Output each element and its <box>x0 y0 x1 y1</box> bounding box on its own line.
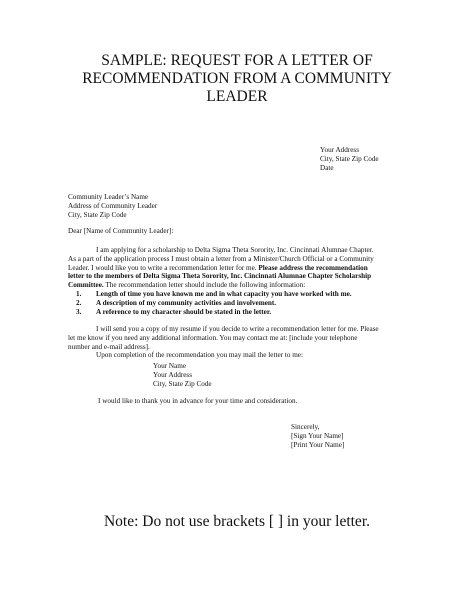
paragraph1-line5-plain: The recommendation letter should include the following information: <box>103 281 306 290</box>
list-item-number: 1. <box>76 289 82 298</box>
sender-date: Date <box>320 163 334 172</box>
mail-to-block <box>153 362 212 388</box>
paragraph1-line5-bold: Committee. <box>68 281 104 290</box>
bracket-note: Note: Do not use brackets [ ] in your letter. <box>103 513 370 530</box>
recipient-name: Community Leader’s Name <box>68 193 149 201</box>
mail-to-city: City, State Zip Code <box>153 379 212 388</box>
closing-block <box>291 423 344 449</box>
sender-address: Your Address <box>320 146 360 154</box>
paragraph1-line1: I am applying for a scholarship to Delta Sigma Theta Sorority, Inc. Cincinnati Alumnae Chapter. <box>96 246 374 254</box>
closing-print: [Print Your Name] <box>291 440 345 449</box>
info-list <box>68 290 408 316</box>
list-item-text: Length of time you have known me and in what capacity you have worked with me. <box>96 289 352 298</box>
paragraph1-line4 <box>68 272 408 281</box>
sender-city: City, State Zip Code <box>320 154 379 163</box>
list-item <box>68 308 408 317</box>
paragraph-request <box>68 246 408 316</box>
list-item-number: 3. <box>76 307 82 316</box>
paragraph2-line1: I will send you a copy of my resume if you decide to write a recommendation letter for me. Please <box>96 325 379 333</box>
paragraph2-line3: number and e-mail address]. <box>68 342 150 351</box>
paragraph-resume <box>68 325 408 360</box>
paragraph1-line3 <box>68 264 408 273</box>
list-item-text: A description of my community activities and involvement. <box>96 298 277 307</box>
mail-to-address: Your Address <box>153 370 193 379</box>
list-item <box>68 299 408 308</box>
letter-title <box>40 52 434 106</box>
paragraph2-line2: let me know if you need any additional information. You may contact me at: [include your telephone <box>68 333 358 342</box>
title-line-1: SAMPLE: REQUEST FOR A LETTER OF <box>101 52 373 69</box>
recipient-city: City, State Zip Code <box>68 210 127 219</box>
list-item <box>68 290 408 299</box>
recipient-block <box>68 193 157 219</box>
list-item-text: A reference to my character should be stated in the letter. <box>96 307 272 316</box>
thanks-line: I would like to thank you in advance for your time and consideration. <box>98 397 298 405</box>
sender-block <box>320 146 379 172</box>
paragraph1-line3-bold: Please address the recommendation <box>258 263 368 272</box>
salutation: Dear [Name of Community Leader]: <box>68 227 174 235</box>
mail-to-name: Your Name <box>153 362 187 370</box>
closing-sincerely: Sincerely, <box>291 423 320 431</box>
paragraph1-line5 <box>68 281 408 290</box>
paragraph1-line4-bold: letter to the members of Delta Sigma Theta Sorority, Inc. Cincinnati Alumnae Chapter Scholarship <box>68 272 372 281</box>
title-line-3: LEADER <box>206 88 268 105</box>
paragraph2-line4: Upon completion of the recommendation you may mail the letter to me: <box>96 351 303 360</box>
closing-sign: [Sign Your Name] <box>291 431 344 440</box>
recipient-address: Address of Community Leader <box>68 201 158 210</box>
paragraph1-line2: As a part of the application process I must obtain a letter from a Minister/Church Official or a Community <box>68 254 374 263</box>
list-item-number: 2. <box>76 298 82 307</box>
title-line-2: RECOMMENDATION FROM A COMMUNITY <box>82 70 392 87</box>
paragraph1-line3-plain: Leader. I would like you to write a recommendation letter for me. <box>68 263 259 272</box>
